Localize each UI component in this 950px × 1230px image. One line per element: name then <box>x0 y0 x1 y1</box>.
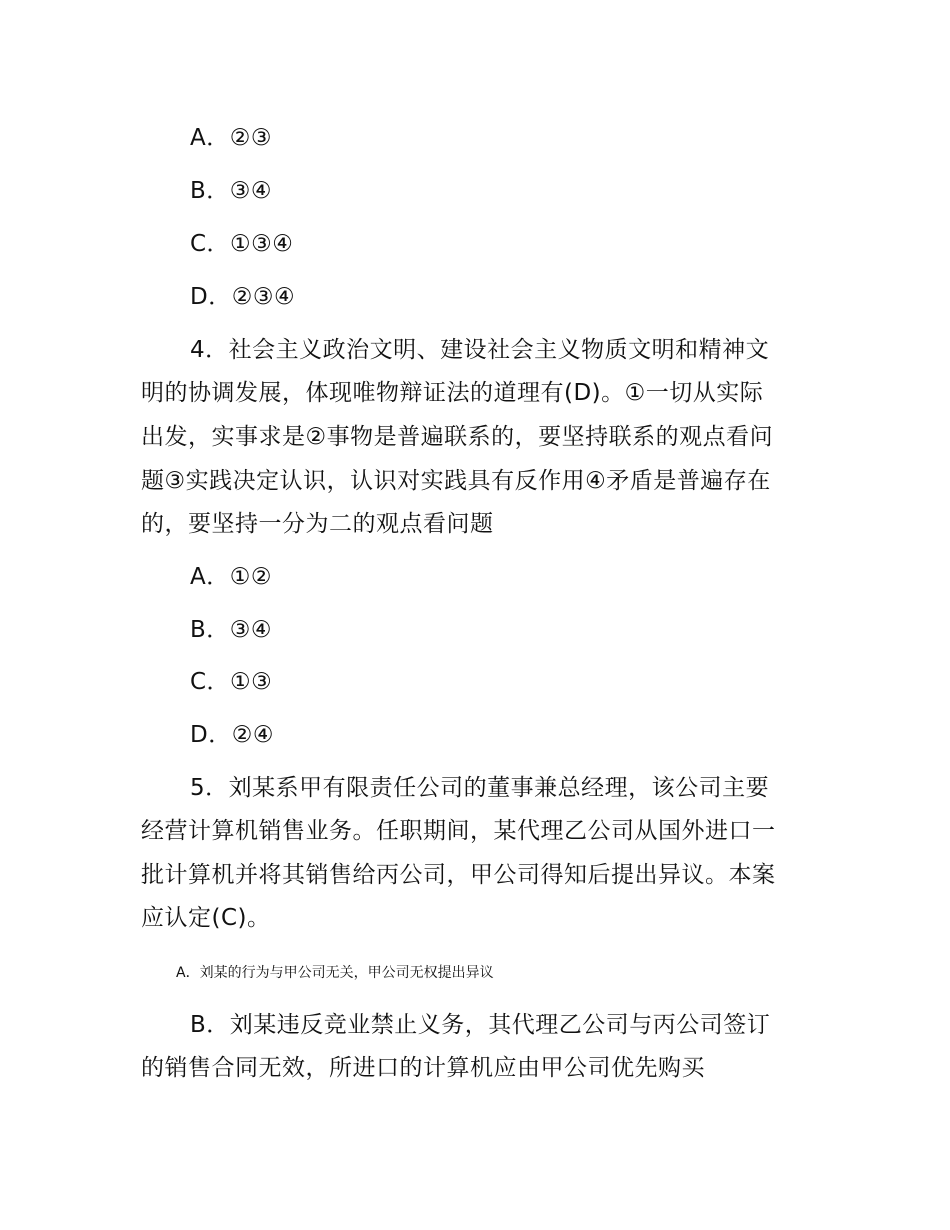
q3-option-d: D．②③④ <box>190 284 296 310</box>
q5-option-b-line-2: 的销售合同无效，所进口的计算机应由甲公司优先购买 <box>141 1055 705 1081</box>
q4-stem-line-2: 明的协调发展，体现唯物辩证法的道理有(D)。①一切从实际 <box>141 380 764 406</box>
q5-stem-line-1: 5．刘某系甲有限责任公司的董事兼总经理，该公司主要 <box>190 775 770 801</box>
q4-option-b: B．③④ <box>190 617 273 643</box>
q4-option-c: C．①③ <box>190 669 273 695</box>
q4-stem-line-5: 的，要坚持一分为二的观点看问题 <box>141 511 494 537</box>
q4-stem-line-4: 题③实践决定认识，认识对实践具有反作用④矛盾是普遍存在 <box>141 468 771 494</box>
q5-stem-line-2: 经营计算机销售业务。任职期间，某代理乙公司从国外进口一 <box>141 818 776 844</box>
q4-option-d: D．②④ <box>190 722 274 748</box>
q4-stem-line-1: 4．社会主义政治文明、建设社会主义物质文明和精神文 <box>190 337 770 363</box>
q4-option-a: A．①② <box>190 564 272 590</box>
q3-option-b: B．③④ <box>190 178 273 204</box>
q4-stem-line-3: 出发，实事求是②事物是普遍联系的，要坚持联系的观点看问 <box>141 424 774 450</box>
q5-option-b-line-1: B．刘某违反竞业禁止义务，其代理乙公司与丙公司签订 <box>190 1012 771 1038</box>
q5-stem-line-4: 应认定(C)。 <box>141 905 271 931</box>
q5-stem-line-3: 批计算机并将其销售给丙公司，甲公司得知后提出异议。本案 <box>141 862 776 888</box>
q5-option-a: A．刘某的行为与甲公司无关，甲公司无权提出异议 <box>176 965 494 981</box>
q3-option-c: C．①③④ <box>190 231 294 257</box>
q3-option-a: A．②③ <box>190 125 272 151</box>
